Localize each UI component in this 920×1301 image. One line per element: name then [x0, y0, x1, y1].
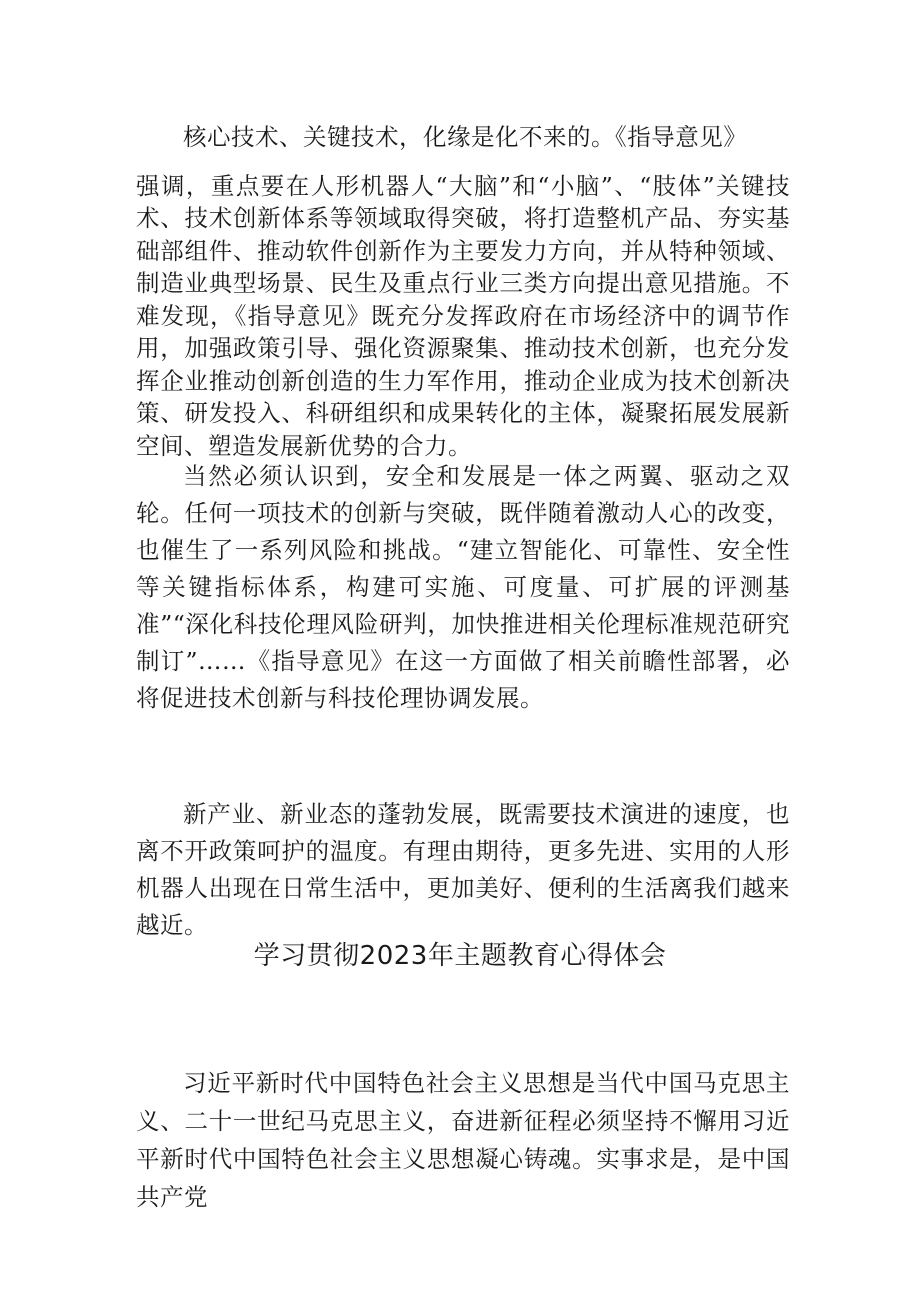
- paragraph-new-industry: 新产业、新业态的蓬勃发展，既需要技术演进的速度，也离不开政策呵护的温度。有理由期待，更多先进、实用的人形机器人出现在日常生活中，更加美好、便利的生活离我们越来越近。: [136, 800, 790, 939]
- paragraph-robot-guidance: [136, 121, 790, 462]
- section-title: 学习贯彻2023年主题教育心得体会: [253, 941, 667, 971]
- paragraph-safety-development: 当然必须认识到，安全和发展是一体之两翼、驱动之双轮。任何一项技术的创新与突破，既伴随着激动人心的改变，也催生了一系列风险和挑战。“建立智能化、可靠性、安全性等关键指标体系，构建可实施、可度量、可扩展的评测基准”“深化科技伦理风险研判，加快推进相关伦理标准规范研究制订”……《指导意见》在这一方面做了相关前瞻性部署，必将促进技术创新与科技伦理协调发展。: [136, 462, 790, 712]
- paragraph-continuation: 强调，重点要在人形机器人“大脑”和“小脑”、“肢体”关键技术、技术创新体系等领域取得突破，将打造整机产品、夯实基础部组件、推动软件创新作为主要发力方向，并从特种领域、制造业典型场景、民生及重点行业三类方向提出意见措施。不难发现，《指导意见》既充分发挥政府在市场经济中的调节作用，加强政策引导、强化资源聚集、推动技术创新，也充分发挥企业推动创新创造的生力军作用，推动企业成为技术创新决策、研发投入、科研组织和成果转化的主体，凝聚拓展发展新空间、塑造发展新优势的合力。: [136, 171, 790, 460]
- paragraph-first-line: 核心技术、关键技术，化缘是化不来的。《指导意见》: [183, 123, 748, 151]
- paragraph-thought-intro: 习近平新时代中国特色社会主义思想是当代中国马克思主义、二十一世纪马克思主义，奋进新征程必须坚持不懈用习近平新时代中国特色社会主义思想凝心铸魂。实事求是，是中国共产党: [136, 1069, 790, 1211]
